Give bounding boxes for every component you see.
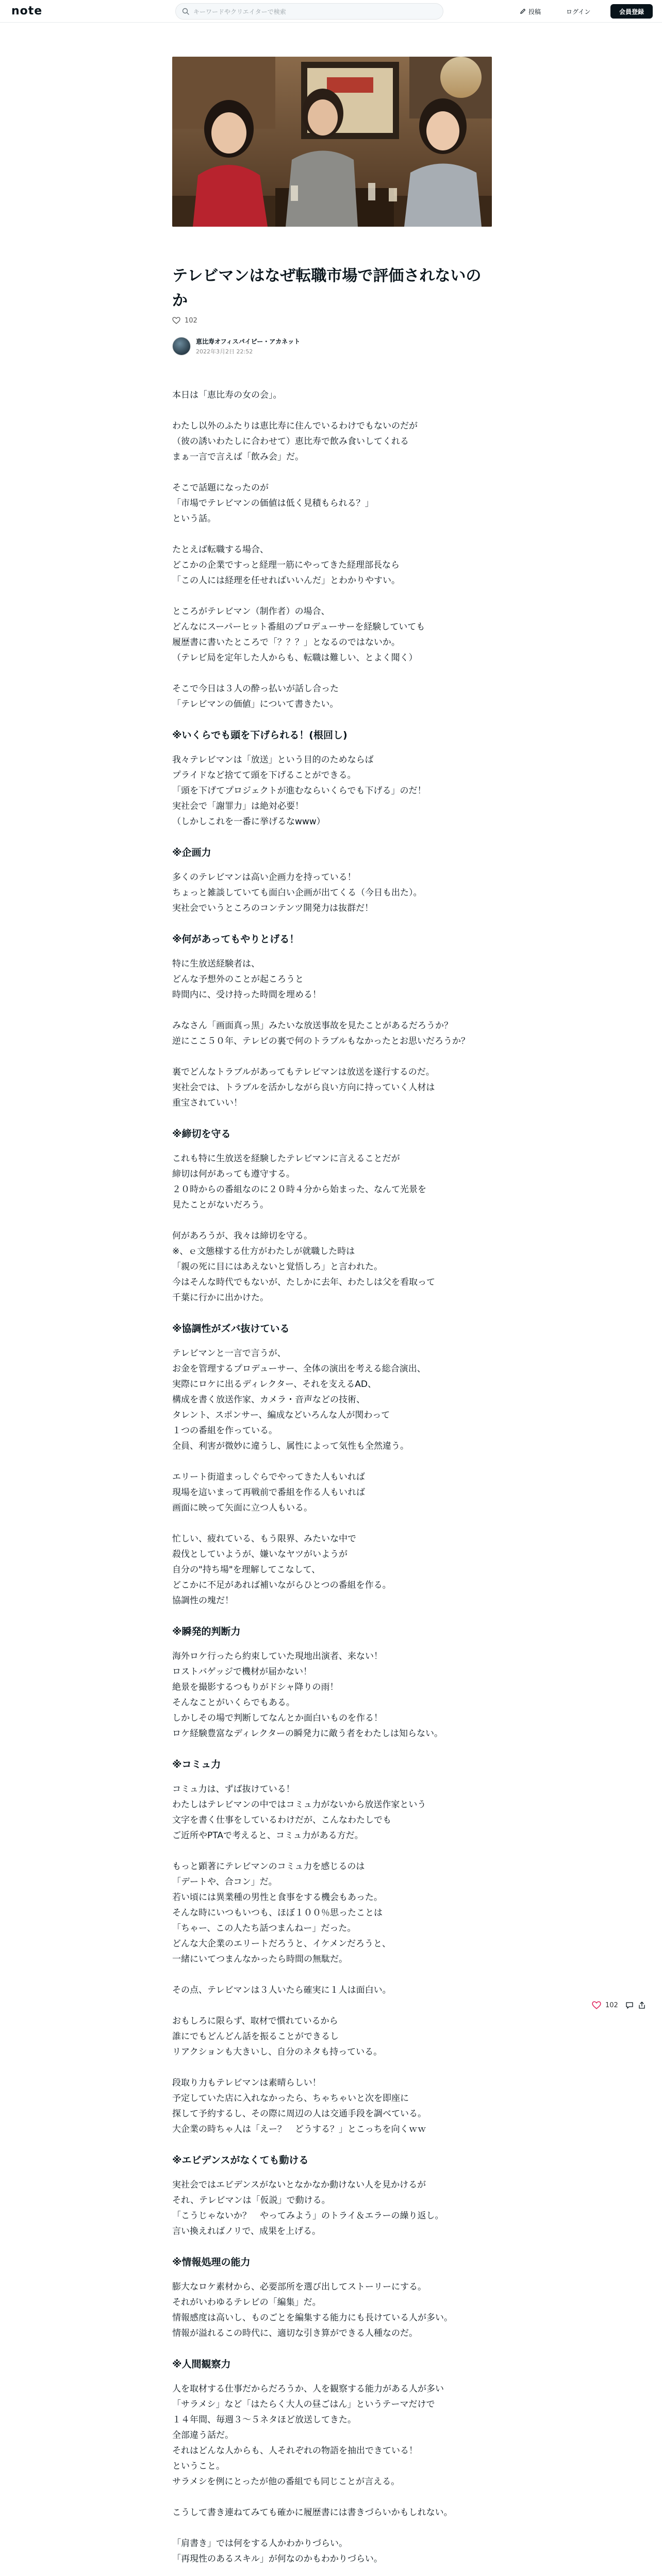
paragraph: 裏でどんなトラブルがあってもテレビマンは放送を遂行するのだ。 実社会では、トラブルを活かしながら良い方向に持っていく人材は 重宝されていい！ [172, 1067, 435, 1108]
floating-actions [592, 1999, 646, 2011]
paragraph: みなさん「画面真っ黒」みたいな放送事故を見たことがあるだろうか？ 逆にここ５０年、テレビの裏で何のトラブルもなかったとお思いだろうか？ [172, 1021, 470, 1046]
paragraph: 膨大なロケ素材から、必要部所を選び出してストーリーにする。 それがいわゆるテレビの「編集」だ。 情報感度は高いし、ものごとを編集する能力にも長けている人が多い。 情報が溢れるこの時代に、適切な引き算ができる人種なのだ。 [172, 2282, 453, 2338]
login-button[interactable] [566, 5, 590, 18]
search-icon [182, 8, 189, 15]
paragraph: その点、テレビマンは３人いたら確実に１人は面白い。 [172, 1985, 391, 1995]
pencil-icon [520, 8, 526, 14]
search-bar[interactable] [175, 3, 443, 20]
share-icon[interactable] [638, 2001, 646, 2009]
paragraph: そこで今日は３人の酔っ払いが話し合った 「テレビマンの価値」について書きたい。 [172, 684, 339, 709]
paragraph: 忙しい、疲れている、もう限界、みたいな中で 殺伐としていようが、嫌いなヤツがいようが 自分の"持ち場"を理解してこなして、 どこかに不足があれば補いながらひとつの番組を作る。 協調性の塊だ！ [172, 1534, 391, 1606]
like-count[interactable]: 102 [185, 316, 197, 325]
paragraph: 人を取材する仕事だからだろうか、人を観察する能力がある人が多い 「サラメシ」など「はたらく大人の昼ごはん」というテーマだけで １４年間、毎週３〜５ネタほど放送してきた。 全部違う話だ。 それはどんな人からも、人それぞれの物語を抽出できている！ ということ。 サラメシを例にとったが他の番組でも同じことが言える。 [172, 2384, 444, 2487]
section-heading: ※情報処理の能力 [172, 2257, 251, 2268]
post-button[interactable] [520, 5, 541, 18]
login-label: ログイン [566, 8, 591, 15]
paragraph: エリート街道まっしぐらでやってきた人もいれば 現場を這いまって再戦前で番組を作る人もいれば 画面に映って矢面に立つ人もいる。 [172, 1472, 365, 1513]
article-title: テレビマンはなぜ転職市場で評価されないのか [172, 267, 482, 310]
paragraph: 本日は「恵比寿の女の会」。 [172, 390, 282, 400]
signup-button[interactable] [610, 4, 653, 19]
note-logo[interactable]: note [11, 5, 43, 18]
floating-like-count[interactable]: 102 [605, 2001, 618, 2009]
paragraph: わたし以外のふたりは恵比寿に住んでいるわけでもないのだが （彼の誘いわたしに合わせて）恵比寿で飲み食いしてくれる まぁ一言で言えば「飲み会」だ。 [172, 421, 418, 462]
paragraph: これも特に生放送を経験したテレビマンに言えることだが 締切は何があっても遵守する。 ２０時からの番組なのに２０時４分から始まった、なんて光景を 見たことがないだろう。 [172, 1154, 426, 1210]
paragraph: 段取り力もテレビマンは素晴らしい！ 予定していた店に入れなかったら、ちゃちゃいと次を即座に 探して予約するし、その際に周辺の人は交通手段を調べている。 大企業の時ちゃ人は「えー？ どうする？」とこっちを向くｗｗ [172, 2078, 426, 2134]
paragraph: もっと顕著にテレビマンのコミュ力を感じるのは 「デートや、合コン」だ。 若い頃には異業種の男性と食事をする機会もあった。 そんな時にいつもいつも、ほぼ１００％思ったことは 「ちゃー、この人たち話つまんねー」だった。 どんな大企業のエリートだろうと、イケメンだろうと、 一緒にいてつまんなかったら時間の無駄だ。 [172, 1861, 391, 1964]
paragraph: 何があろうが、我々は締切を守る。 ※、ｅ文態様する仕方がわたしが就職した時は 「親の死に目にはあえないと覚悟しろ」と言われた。 今はそんな時代でもないが、たしかに去年、わたしは父を看取って 千葉に行かに出かけた。 [172, 1231, 435, 1303]
paragraph: ところがテレビマン（制作者）の場合、 どんなにスーパーヒット番組のプロデューサーを経験していても 履歴書に書いたところで「？？？」となるのではないか。 （テレビ局を定年した人からも、転職は難しい、とよく聞く） [172, 606, 425, 663]
section-heading: ※人間観察力 [172, 2359, 231, 2370]
hero-photo-illustration [172, 57, 492, 227]
author-info [172, 336, 300, 357]
section-heading: ※エビデンスがなくても動ける [172, 2155, 309, 2166]
heart-icon[interactable] [592, 2001, 601, 2009]
author-name[interactable]: 恵比寿オフィスパイピー・アカネット [196, 338, 301, 345]
post-label: 投稿 [528, 8, 541, 15]
section-heading: ※協調性がズバ抜けている [172, 1323, 290, 1334]
paragraph: こうして書き連ねてみても確かに履歴書には書きづらいかもしれない。 [172, 2507, 453, 2518]
publish-date: 2022年3月2日 22:52 [196, 348, 253, 355]
section-heading: ※瞬発的判断力 [172, 1626, 241, 1637]
paragraph: 「肩書き」では何をする人かわかりづらい。 「再現性のあるスキル」が何なのかもわかりづらい。 [172, 2538, 383, 2564]
section-heading: ※企画力 [172, 847, 211, 858]
section-heading: ※コミュ力 [172, 1759, 221, 1770]
paragraph: 多くのテレビマンは高い企画力を持っている！ ちょっと雑談していても面白い企画が出てくる（今日も出た）。 実社会でいうところのコンテンツ開発力は抜群だ！ [172, 872, 422, 913]
paragraph: コミュ力は、ずば抜けている！ わたしはテレビマンの中ではコミュ力がないから放送作家という 文字を書く仕事をしているわけだが、こんなわたしでも ご近所やPTAで考えると、コミュ力がある方だ。 [172, 1784, 426, 1841]
heart-icon[interactable] [172, 317, 180, 324]
search-input[interactable] [193, 7, 436, 17]
section-heading: ※何があってもやりとげる！ [172, 934, 300, 945]
avatar[interactable] [172, 337, 191, 355]
paragraph: 実社会ではエビデンスがないとなかなか動けない人を見かけるが それ、テレビマンは「仮説」で動ける。 「こうじゃないか？ やってみよう」のトライ＆エラーの繰り返し。 言い換えればノリで、成果を上げる。 [172, 2180, 444, 2236]
paragraph: テレビマンと一言で言うが、 お金を管理するプロデューサー、全体の演出を考える総合演出、 実際にロケに出るディレクター、それを支えるAD、 構成を書く放送作家、カメラ・音声などの技術、 タレント、スポンサー、編成などいろんな人が関わって １つの番組を作っている。 全員、利害が微妙に違うし、属性によって気性も全然違う。 [172, 1348, 426, 1451]
paragraph: おもしろに限らず、取材で慣れているから 誰にでもどんどん話を振ることができるし リアクションも大きいし、自分のネタも持っている。 [172, 2016, 383, 2057]
paragraph: たとえば転職する場合、 どこかの企業ですっと経理一筋にやってきた経理部長なら 「この人には経理を任せればいいんだ」とわかりやすい。 [172, 545, 400, 586]
paragraph: 我々テレビマンは「放送」という目的のためならば プライドなど捨てて頭を下げることができる。 「頭を下げてプロジェクトが進むならいくらでも下げる」のだ！ 実社会で「謝罪力」は絶対必要！ （しかしこれを一番に挙げるなwww） [172, 755, 426, 827]
section-heading: ※いくらでも頭を下げられる！(根回し) [172, 730, 347, 741]
like-area [172, 315, 197, 326]
hero-photo [172, 57, 492, 227]
article-body [172, 387, 492, 2576]
paragraph: そこで話題になったのが 「市場でテレビマンの価値は低く見積もられる？」 という話。 [172, 483, 374, 524]
section-heading: ※締切を守る [172, 1128, 231, 1140]
site-header [0, 0, 662, 23]
signup-label: 会員登録 [619, 8, 644, 15]
paragraph: 特に生放送経験者は、 どんな予想外のことが起ころうと 時間内に、受け持った時間を埋める！ [172, 959, 321, 1000]
paragraph: 海外ロケ行ったら約束していた現地出演者、来ない！ ロストバゲッジで機材が届かない！ 絶景を撮影するつもりがドシャ降りの雨！ そんなことがいくらでもある。 しかしその場で判断してなんとか面白いものを作る！ ロケ経験豊富なディレクターの瞬発力に敵う者をわたしは知らない。 [172, 1651, 443, 1739]
comment-icon[interactable] [625, 2001, 634, 2009]
